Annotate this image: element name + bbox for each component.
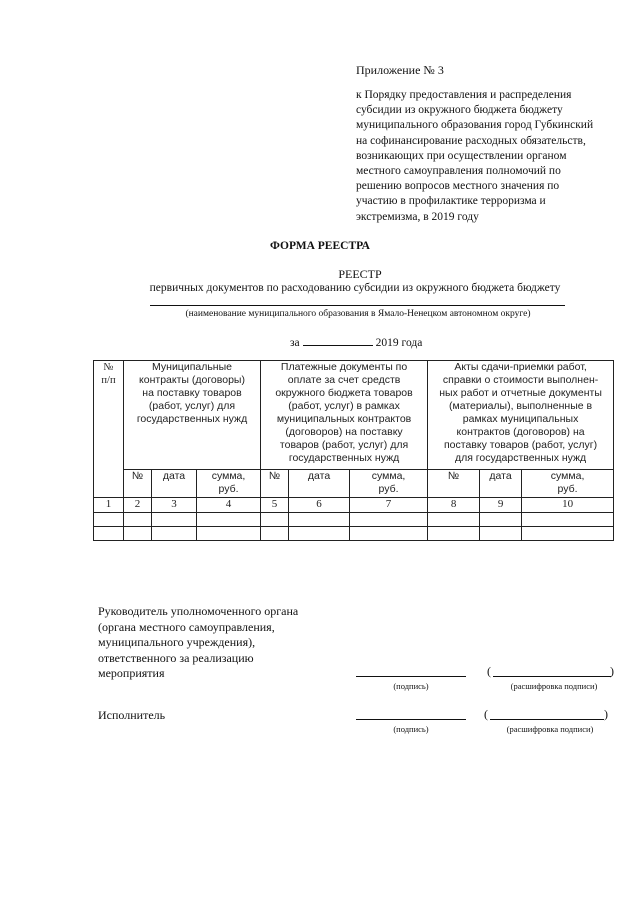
executor-signature-line	[356, 719, 466, 720]
subheader-sum: сумма, руб.	[522, 470, 614, 498]
appendix-line: муниципального образования город Губкинский	[356, 119, 594, 132]
executor-label: Исполнитель	[98, 708, 166, 722]
registry-table	[93, 360, 614, 541]
subheader-sum: сумма, руб.	[350, 470, 428, 498]
registry-period	[290, 337, 422, 349]
appendix-line: решению вопросов местного значения по	[356, 180, 560, 193]
column-number: 9	[480, 498, 522, 513]
manager-bracket-open: (	[487, 664, 491, 678]
subheader-number: №	[261, 470, 289, 498]
appendix-text	[356, 88, 626, 225]
subheader-date: дата	[289, 470, 350, 498]
header-payment-documents: Платежные документы по оплате за счет средств окружного бюджета товаров (работ, услуг) в рамках муниципальных контрактов (договоров) на поставку товаров (работ, услуг) для государственных нужд	[261, 361, 428, 470]
column-number: 6	[289, 498, 350, 513]
registry-subtitle: первичных документов по расходованию субсидии из окружного бюджета бюджету	[149, 282, 561, 294]
appendix-line: местного самоуправления полномочий по	[356, 165, 561, 178]
column-number: 2	[124, 498, 152, 513]
header-contracts: Муниципальные контракты (договоры) на поставку товаров (работ, услуг) для государственных нужд	[124, 361, 261, 470]
executor-bracket-close: )	[604, 707, 608, 721]
manager-bracket-close: )	[610, 664, 614, 678]
subheader-number: №	[124, 470, 152, 498]
appendix-line: субсидии из окружного бюджета бюджету	[356, 104, 563, 117]
subheader-sum: сумма, руб.	[197, 470, 261, 498]
column-number: 1	[94, 498, 124, 513]
header-acceptance-acts: Акты сдачи-приемки работ, справки о стоимости выполнен- ных работ и отчетные документы (материалы), выполненные в рамках муниципальных контрактов (договоров) на поставку товаров (работ, услуг) для государственных нужд	[428, 361, 614, 470]
subheader-date: дата	[152, 470, 197, 498]
period-prefix: за	[290, 337, 300, 349]
appendix-line: к Порядку предоставления и распределения	[356, 89, 572, 101]
executor-signature-caption: (подпись)	[393, 724, 429, 734]
form-title: ФОРМА РЕЕСТРА	[269, 240, 370, 252]
column-number: 8	[428, 498, 480, 513]
manager-signature-line	[356, 676, 466, 677]
manager-decoding-line	[493, 676, 611, 677]
period-suffix: 2019 года	[375, 337, 423, 349]
table-row	[94, 527, 614, 541]
column-number: 5	[261, 498, 289, 513]
column-number: 10	[522, 498, 614, 513]
period-blank	[303, 345, 373, 346]
subheader-date: дата	[480, 470, 522, 498]
municipality-name-line	[150, 305, 565, 306]
appendix-line: экстремизма, в 2019 году	[356, 210, 479, 223]
manager-label: Руководитель уполномоченного органа (органа местного самоуправления, муниципального учреждения), ответственного за реализацию мероприятия	[98, 604, 299, 681]
registry-title: РЕЕСТР	[338, 267, 382, 281]
manager-decoding-caption: (расшифровка подписи)	[510, 681, 598, 691]
appendix-line: возникающих при осуществлении органом	[356, 149, 567, 162]
table-row	[94, 513, 614, 527]
appendix-line: на софинансирование расходных обязательств,	[356, 134, 586, 147]
column-number: 7	[350, 498, 428, 513]
municipality-name-caption: (наименование муниципального образования в Ямало-Ненецком автономном округе)	[185, 309, 531, 319]
header-row-number: № п/п	[94, 361, 124, 498]
appendix-title: Приложение № 3	[356, 63, 444, 77]
subheader-number: №	[428, 470, 480, 498]
executor-bracket-open: (	[484, 707, 488, 721]
executor-decoding-caption: (расшифровка подписи)	[506, 724, 594, 734]
executor-decoding-line	[490, 719, 604, 720]
manager-signature-caption: (подпись)	[393, 681, 429, 691]
column-number: 3	[152, 498, 197, 513]
appendix-line: участию в профилактике терроризма и	[356, 195, 546, 208]
column-number: 4	[197, 498, 261, 513]
